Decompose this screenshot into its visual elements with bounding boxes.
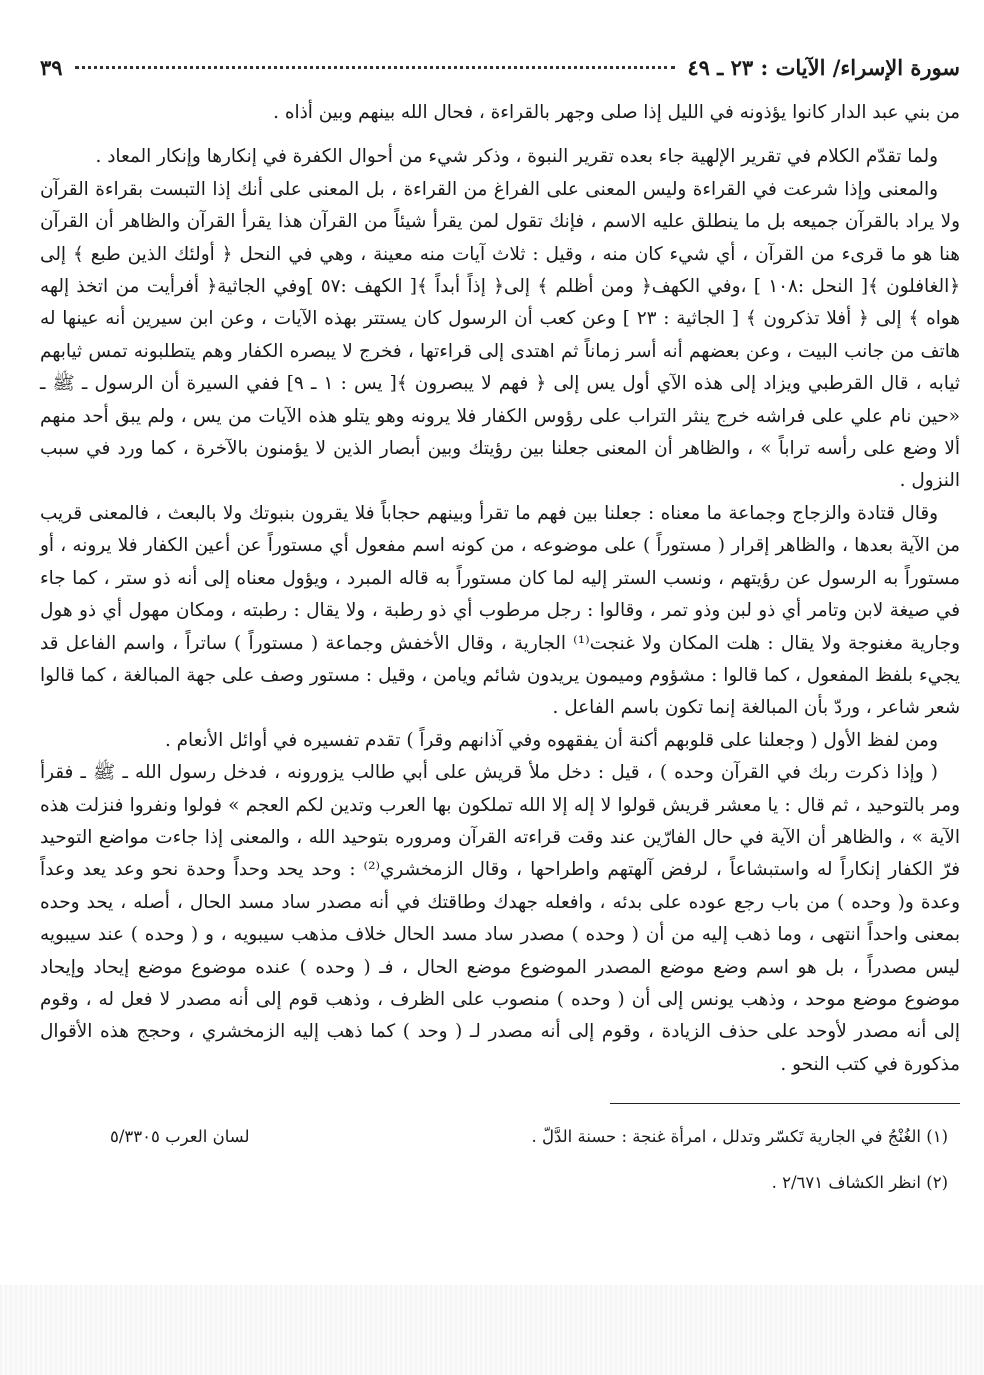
page-number: ٣٩ [40,55,63,80]
paragraph: من بني عبد الدار كانوا يؤذونه في الليل إذا صلى وجهر بالقراءة ، فحال الله بينهم وبين أذاه . [273,102,960,123]
paragraph: ولما تقدّم الكلام في تقرير الإلهية جاء بعده تقرير النبوة ، وذكر شيء من أحوال الكفرة في إنكارها وإنكار المعاد . [95,146,938,168]
header-title: سورة الإسراء/ الآيات : ٢٣ ـ ٤٩ [687,55,960,80]
footnote [40,1168,960,1198]
paragraph: ومن لفظ الأول ( وجعلنا على قلوبهم أكنة أن يفقهوه وفي آذانهم وقراً ) تقدم تفسيره في أوائل الأنعام . [164,729,938,751]
header-dot-leader [75,65,676,69]
footnote-source: لسان العرب ٥/٣٣٠٥ [110,1127,250,1147]
running-header [40,55,960,91]
book-page [40,55,960,1214]
paragraph: والمعنى وإذا شرعت في القراءة وليس المعنى على الفراغ من القراءة ، بل المعنى على أنك إذا التبست بقراءة القرآن ولا يراد بالقرآن جميعه بل ما ينطلق عليه الاسم ، فإنك تقول لمن يقرأ شيئاً من القرآن هذا يقرأ القرآن والظاهر أن القرآن هنا هو ما قرىء من القرآن ، أي شيء كان منه ، وقيل : ثلاث آيات منه معينة ، وهي في النحل ﴿ أولئك الذين طبع ﴾ إلى ﴿الغافلون ﴾[ النحل :١٠٨ ] ،وفي الكهف﴿ ومن أظلم ﴾ إلى﴿ إذاً أبداً ﴾[ الكهف :٥٧ ]وفي الجاثية﴿ أفرأيت من اتخذ إلهه هواه ﴾ إلى ﴿ أفلا تذكرون ﴾ [ الجاثية : ٢٣ ] وعن كعب أن الرسول كان يستتر بهذه الآيات ، وعن ابن سيرين أنه عينها له هاتف من جانب البيت ، وعن بعضهم أنه أسر زماناً ثم اهتدى إلى قراءتها ، فخرج لا يبصره الكفار وهم يتطلبونه تمس ثيابهم ثيابه ، قال القرطبي ويزاد إلى هذه الآي أول يس إلى ﴿ فهم لا يبصرون ﴾[ يس : ١ ـ ٩] ففي السيرة أن الرسول ـ ﷺ ـ «حين نام علي على فراشه خرج ينثر التراب على رؤوس الكفار فلا يرونه وهو يتلو هذه الآيات من يس ، ولم يبق أحد منهم ألا وضع على رأسه تراباً » ، والظاهر أن المعنى جعلنا بين رؤيتك وبين أبصار الذين لا يؤمنون بالآخرة ، كما ورد في سبب النزول . [40,178,961,492]
footnote-separator [610,1103,960,1104]
footnote-text: (٢) انظر الكشاف ٢/٦٧١ . [771,1173,948,1193]
footnote-text: (١) الغُنْجُ في الجارية تَكسّر وتدلل ، امرأة غنجة : حسنة الدَّلّ . [531,1127,948,1147]
paragraph: وقال قتادة والزجاج وجماعة ما معناه : جعلنا بين فهم ما تقرأ وبينهم حجاباً فلا يقرون بنبوتك ولا بالبعث ، فالمعنى قريب من الآية بعدها ، والظاهر إقرار ( مستوراً ) على موضوعه ، من كونه اسم مفعول أي مستوراً عن أعين الكفار فلا يرونه ، أو مستوراً به الرسول عن رؤيتهم ، ونسب الستر إليه لما كان مستوراً به قاله المبرد ، ويؤول معناه إلى أنه ذو ستر ، كما جاء في صيغة لابن وتامر أي ذو لبن وذو تمر ، وقالوا : رجل مرطوب أي ذو رطبة ، ولا يقال : رطبته ، ومكان مهول أي ذو هول وجارية مغنوجة ولا يقال : هلت المكان ولا غنجت⁽¹⁾ الجارية ، وقال الأخفش وجماعة ( مستوراً ) ساتراً ، واسم الفاعل قد يجيء بلفظ المفعول ، كما قالوا : مشؤوم وميمون يريدون شائم ويامن ، وقيل : مستور وصف على جهة المبالغة ، كما قالوا شعر شاعر ، وردّ بأن المبالغة إنما تكون باسم الفاعل . [40,502,960,719]
paragraph: ( وإذا ذكرت ربك في القرآن وحده ) ، قيل : دخل ملأ قريش على أبي طالب يزورونه ، فدخل رسول الله ـ ﷺ ـ فقرأ ومر بالتوحيد ، ثم قال : يا معشر قريش قولوا لا إله إلا الله تملكون بها العرب وتدين لكم العجم » فولوا ونفروا فنزلت هذه الآية » ، والظاهر أن الآية في حال الفارّين عند وقت قراءته القرآن ومروره بتوحيد الله ، والمعنى إذا جاءت مواضع التوحيد فرّ الكفار إنكاراً له واستبشاعاً ، لرفض آلهتهم واطراحها ، وقال الزمخشري⁽²⁾ : وحد يحد وحداً وحدة نحو وعد يعد وعداً وعدة و( وحده ) من باب رجع عوده على بدئه ، وافعله جهدك وطاقتك في أنه مصدر ساد مسد الحال ، أصله ، يحد وحده بمعنى واحداً انتهى ، وما ذهب إليه من أن ( وحده ) مصدر ساد مسد الحال خلاف مذهب سيبويه ، و ( وحده ) عند سيبويه ليس مصدراً ، بل هو اسم وضع موضع المصدر الموضوع موضع الحال ، فـ ( وحده ) عنده موضوع موضع إيحاد وإيحاد موضوع موضع موحد ، وذهب يونس إلى أن ( وحده ) منصوب على الظرف ، وذهب قوم إلى أنه مصدر لا فعل له ، وقوم إلى أنه مصدر لأوحد على حذف الزيادة ، وقوم إلى أنه مصدر لـ ( وحد ) كما ذهب إليه الزمخشري ، وحجج هذه الأقوال مذكورة في كتب النحو . [40,762,960,1075]
footnotes [40,1122,960,1198]
main-text [40,97,960,1081]
footnote [40,1122,960,1152]
scan-edge [0,1285,984,1375]
